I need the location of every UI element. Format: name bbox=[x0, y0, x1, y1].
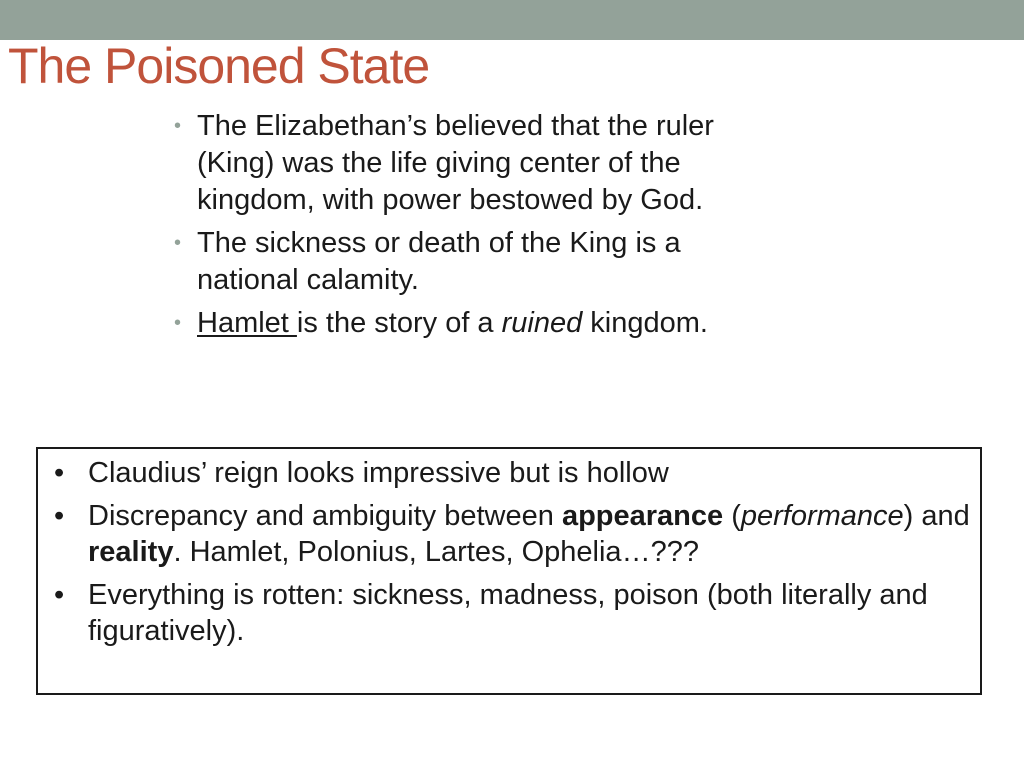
summary-text: Everything is rotten: sickness, madness, poison (both literally and figuratively). bbox=[88, 579, 928, 647]
bullet-text: is the story of a bbox=[296, 307, 502, 339]
reality-bold: reality bbox=[88, 536, 174, 568]
bullet-text: The sickness or death of the King is a national calamity. bbox=[197, 227, 681, 296]
summary-text: Discrepancy and ambiguity between bbox=[88, 500, 562, 532]
bullet-dot-icon: • bbox=[54, 500, 65, 532]
bullet-dot-icon: • bbox=[54, 579, 65, 611]
bullet-dot-icon: • bbox=[54, 457, 65, 489]
bullet-text: The Elizabethan’s believed that the ruler (King) was the life giving center of the kingdom, with power bestowed by God. bbox=[197, 110, 714, 216]
bullet-item bbox=[172, 305, 752, 342]
performance-italic: performance bbox=[740, 500, 904, 532]
summary-item bbox=[48, 577, 970, 649]
top-accent-bar bbox=[0, 0, 1024, 40]
slide-title: The Poisoned State bbox=[8, 38, 430, 94]
ruined-italic: ruined bbox=[501, 307, 583, 339]
appearance-bold: appearance bbox=[561, 500, 724, 532]
summary-item bbox=[48, 498, 970, 570]
hamlet-title-underlined: Hamlet bbox=[197, 307, 297, 339]
summary-text: Claudius’ reign looks impressive but is hollow bbox=[88, 457, 669, 489]
bullet-item bbox=[172, 225, 752, 299]
main-bullet-list bbox=[172, 108, 752, 348]
summary-item bbox=[48, 455, 970, 491]
summary-text: ) and bbox=[903, 500, 970, 532]
bullet-text: kingdom. bbox=[582, 307, 708, 339]
summary-box bbox=[36, 447, 982, 695]
bullet-dot-icon: • bbox=[174, 115, 182, 137]
bullet-dot-icon: • bbox=[174, 232, 182, 254]
bullet-item bbox=[172, 108, 752, 219]
summary-bullet-list bbox=[48, 455, 970, 649]
bullet-dot-icon: • bbox=[174, 312, 182, 334]
summary-text: ( bbox=[723, 500, 741, 532]
summary-text: . Hamlet, Polonius, Lartes, Ophelia…??? bbox=[173, 536, 699, 568]
